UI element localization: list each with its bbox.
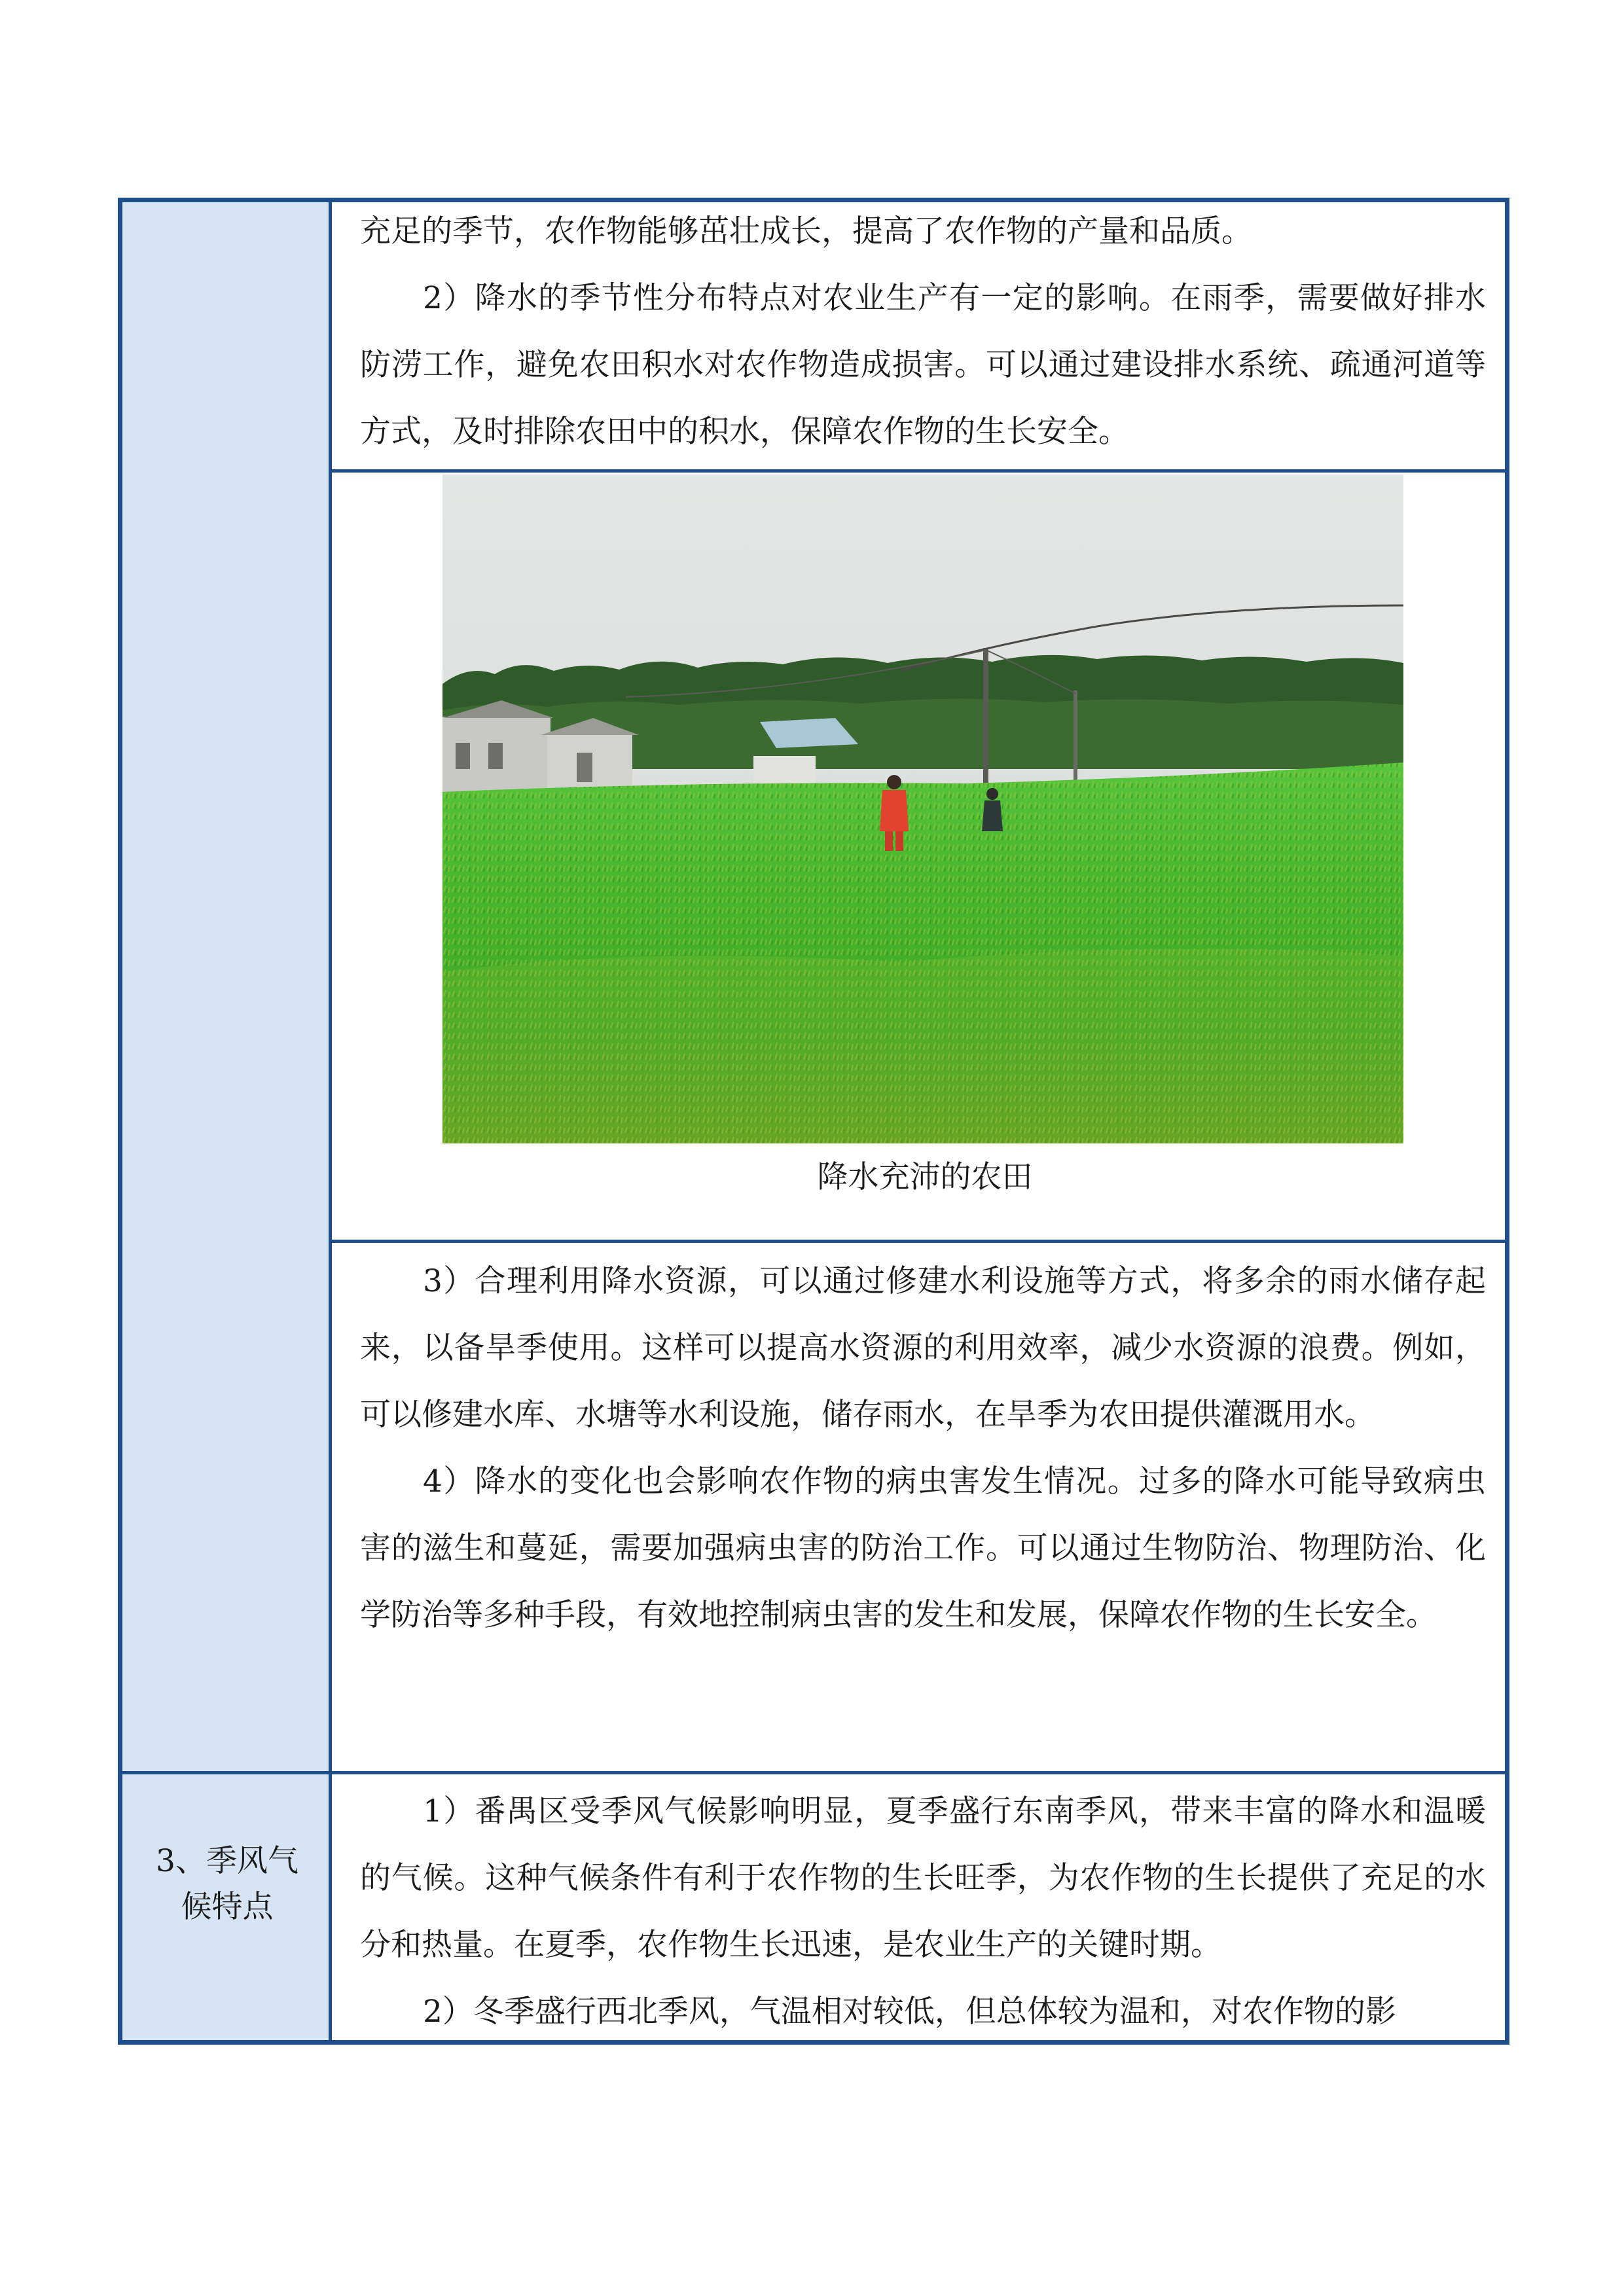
text-block-1: [360, 198, 1486, 465]
row-divider-3: [122, 1771, 1505, 1774]
section-3-label: [122, 1839, 332, 1930]
paragraph-3: 3）合理利用降水资源，可以通过修建水利设施等方式，将多余的雨水储存起来，以备旱季使用。这样可以提高水资源的利用效率，减少水资源的浪费。例如，可以修建水库、水塘等水利设施，储存雨水，在旱季为农田提供灌溉用水。: [360, 1263, 1486, 1433]
photo-caption: 降水充沛的农田: [817, 1159, 1033, 1195]
row-divider-1: [332, 469, 1505, 473]
paragraph-continued: 充足的季节，农作物能够茁壮成长，提高了农作物的产量和品质。: [360, 213, 1252, 249]
row-divider-2: [332, 1240, 1505, 1243]
table-label-column: [122, 202, 332, 2040]
section-3-text: [360, 1778, 1486, 2045]
paragraph-2: 2）降水的季节性分布特点对农业生产有一定的影响。在雨季，需要做好排水防涝工作，避免农田积水对农作物造成损害。可以通过建设排水系统、疏通河道等方式，及时排除农田中的积水，保障农作物的生长安全。: [360, 280, 1486, 450]
rice-field-photo: [442, 475, 1403, 1143]
section-3-paragraph-1: 1）番禺区受季风气候影响明显，夏季盛行东南季风，带来丰富的降水和温暖的气候。这种气候条件有利于农作物的生长旺季，为农作物的生长提供了充足的水分和热量。在夏季，农作物生长迅速，是农业生产的关键时期。: [360, 1793, 1486, 1963]
section-3-paragraph-2: 2）冬季盛行西北季风，气温相对较低，但总体较为温和，对农作物的影: [423, 1994, 1396, 2030]
paragraph-4: 4）降水的变化也会影响农作物的病虫害发生情况。过多的降水可能导致病虫害的滋生和蔓延，需要加强病虫害的防治工作。可以通过生物防治、物理防治、化学防治等多种手段，有效地控制病虫害的发生和发展，保障农作物的生长安全。: [360, 1463, 1486, 1633]
text-block-2: [360, 1248, 1486, 1649]
content-table: [118, 198, 1509, 2045]
section-3-label-line2: 候特点: [181, 1889, 274, 1925]
section-3-label-line1: 3、季风气: [156, 1843, 298, 1879]
